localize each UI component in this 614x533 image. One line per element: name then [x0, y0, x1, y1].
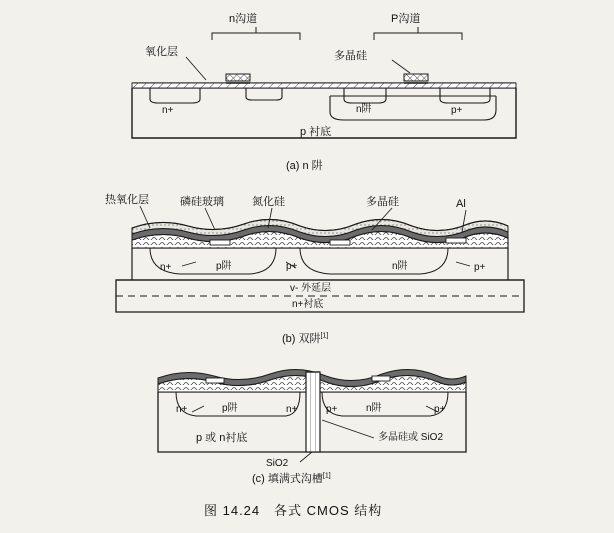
panel-b-callout-thermal-oxide: 热氧化层	[105, 194, 149, 206]
panel-c-region-pplus-mid: p+	[326, 404, 338, 415]
panel-c-caption-text: (c) 填满式沟槽	[252, 473, 323, 485]
panel-a-region-pplus: p+	[451, 105, 463, 116]
panel-c-region-pplus-right: p+	[434, 404, 446, 415]
panel-b-caption-text: (b) 双阱	[282, 333, 321, 345]
panel-b-caption-ref: [1]	[320, 332, 329, 340]
panel-b-callout-al: Al	[456, 198, 466, 210]
panel-b-caption	[282, 330, 328, 346]
panel-c-region-nplus-left: n+	[176, 404, 188, 415]
panel-b-region-nwell: n阱	[392, 261, 408, 272]
panel-a-caption: (a) n 阱	[286, 160, 323, 172]
panel-a-top-label-p-channel: P沟道	[391, 13, 421, 25]
panel-a-top-label-n-channel: n沟道	[229, 13, 258, 25]
panel-b-callout-poly: 多晶硅	[366, 196, 399, 208]
panel-c-region-pwell: p阱	[222, 403, 238, 414]
panel-c-caption-ref: [1]	[322, 472, 331, 480]
panel-a-callout-oxide: 氧化层	[145, 46, 178, 58]
panel-c-callout-poly-or-sio2: 多晶硅或 SiO2	[378, 432, 444, 443]
panel-b-region-epi: v- 外延层	[290, 283, 332, 294]
panel-a-callout-poly: 多晶硅	[334, 50, 367, 62]
panel-b-callout-nitride: 氮化硅	[252, 196, 285, 208]
figure-number: 图 14.24	[204, 503, 261, 518]
panel-c-region-nwell: n阱	[366, 403, 382, 414]
panel-b-callout-psg: 磷硅玻璃	[180, 196, 224, 208]
panel-c-callout-sio2: SiO2	[266, 458, 289, 469]
panel-b-region-nplus-left: n+	[160, 262, 172, 273]
panel-b-region-pwell: p阱	[216, 261, 232, 272]
panel-c-region-nplus-mid: n+	[286, 404, 298, 415]
panel-c-region-substrate: p 或 n衬底	[196, 432, 248, 444]
panel-b-region-pplus-mid: p+	[286, 261, 298, 272]
panel-a-region-psub: p 衬底	[300, 126, 332, 138]
panel-b-region-pplus-right: p+	[474, 262, 486, 273]
panel-c-caption	[252, 470, 331, 486]
figure-caption	[204, 500, 382, 519]
figure-title-text: 各式 CMOS 结构	[274, 503, 383, 518]
panel-a-region-nplus: n+	[162, 105, 174, 116]
panel-a-region-nwell: n阱	[356, 104, 372, 115]
panel-b-region-nsub: n+衬底	[292, 299, 324, 310]
